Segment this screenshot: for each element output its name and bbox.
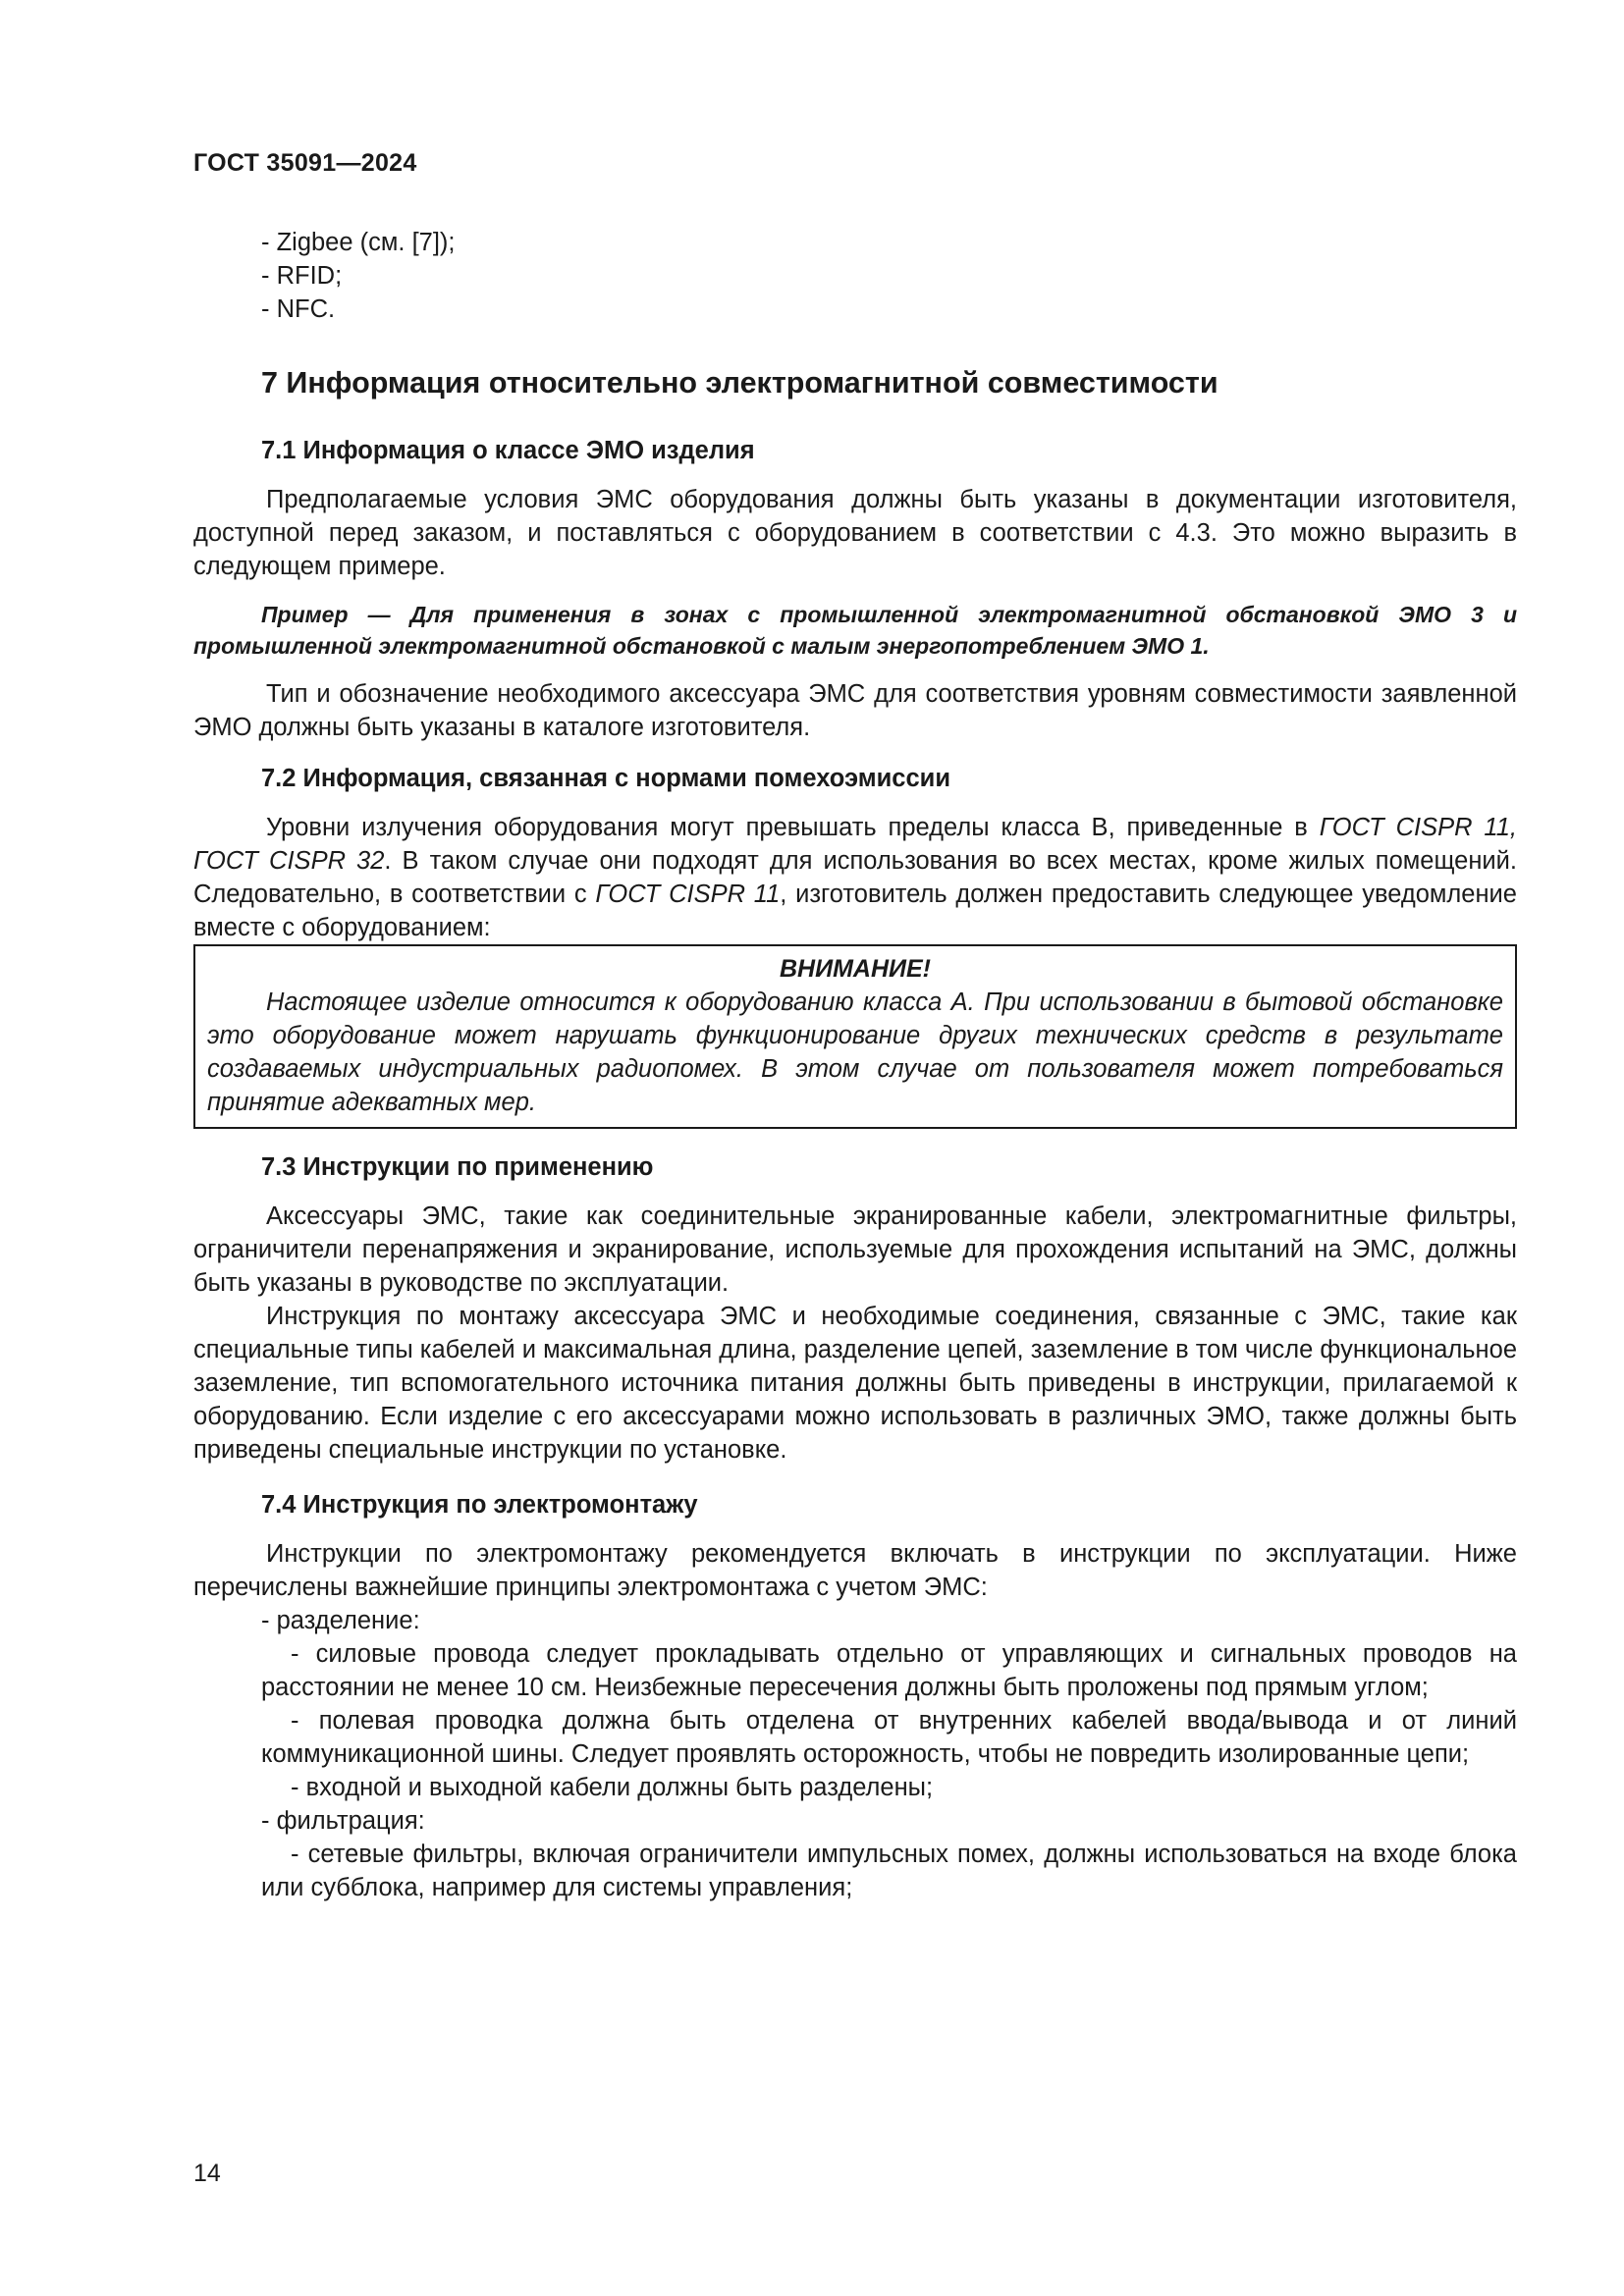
sub-list-text: - полевая проводка должна быть отделена от внутренних кабелей ввода/вывода и от линий коммуникационной шины. Следует проявлять осторожность, чтобы не повредить изолированные цепи;	[261, 1707, 1517, 1768]
notice-text: Настоящее изделие относится к оборудованию класса А. При использовании в бытовой обстановке это оборудование может нарушать функционирование других технических средств в результате создаваемых индустриальных радиопомех. В этом случае от пользователя может потребоваться принятие адекватных мер.	[207, 988, 1503, 1116]
document-header: ГОСТ 35091—2024	[193, 149, 417, 177]
paragraph: Предполагаемые условия ЭМС оборудования должны быть указаны в документации изготовителя, доступной перед заказом, и поставляться с оборудованием в соответствии с 4.3. Это можно выразить в следующем примере.	[193, 486, 1517, 580]
paragraph	[193, 811, 1517, 944]
notice-title: ВНИМАНИЕ!	[779, 955, 931, 983]
warning-notice-box	[193, 944, 1517, 1129]
sub-list-text: - входной и выходной кабели должны быть разделены;	[291, 1774, 934, 1801]
section-7-title: 7 Информация относительно электромагнитной совместимости	[261, 366, 1218, 400]
example-label: Пример —	[261, 602, 410, 627]
paragraph: Инструкция по монтажу аксессуара ЭМС и необходимые соединения, связанные с ЭМС, такие как специальные типы кабелей и максимальная длина, разделение цепей, заземление в том числе функциональное заземление, тип вспомогательного источника питания должны быть приведены в инструкции, прилагаемой к оборудованию. Если изделие с его аксессуарами можно использовать в различных ЭМО, также должны быть приведены специальные инструкции по установке.	[193, 1303, 1517, 1464]
standard-reference: ГОСТ CISPR 11	[595, 881, 781, 908]
intro-list	[193, 226, 1517, 326]
section-7-2-title: 7.2 Информация, связанная с нормами помехоэмиссии	[261, 765, 950, 792]
text-run: , изготовитель должен предоставить следующее уведомление вместе с оборудованием:	[193, 881, 1517, 941]
page-content	[193, 226, 1517, 1904]
list-item: - разделение:	[261, 1607, 420, 1634]
page-number: 14	[193, 2160, 221, 2187]
list-item: - RFID;	[261, 262, 343, 290]
sub-list-text: - силовые провода следует прокладывать отдельно от управляющих и сигнальных проводов на расстоянии не менее 10 см. Неизбежные пересечения должны быть проложены под прямым углом;	[261, 1640, 1517, 1701]
text-run: . В таком случае они подходят для использования во всех местах, кроме жилых помещений. Следовательно, в соответствии с	[193, 847, 1518, 908]
list-item: - NFC.	[261, 295, 336, 323]
section-7-3-title: 7.3 Инструкции по применению	[261, 1153, 654, 1181]
text-run: Уровни излучения оборудования могут превышать пределы класса В, приведенные в	[266, 814, 1320, 841]
list-item: - Zigbee (см. [7]);	[261, 229, 456, 256]
section-7-4-title: 7.4 Инструкция по электромонтажу	[261, 1491, 698, 1519]
paragraph: Инструкции по электромонтажу рекомендуется включать в инструкции по эксплуатации. Ниже перечислены важнейшие принципы электромонтажа с учетом ЭМС:	[193, 1540, 1517, 1601]
sub-list-text: - сетевые фильтры, включая ограничители импульсных помех, должны использоваться на входе блока или субблока, например для системы управления;	[261, 1841, 1517, 1901]
sub-list-item	[193, 1838, 1517, 1904]
paragraph: Аксессуары ЭМС, такие как соединительные экранированные кабели, электромагнитные фильтры, ограничители перенапряжения и экранирование, используемые для прохождения испытаний на ЭМС, должны быть указаны в руководстве по эксплуатации.	[193, 1202, 1517, 1297]
standard-reference: ГОСТ CISPR 11, ГОСТ CISPR 32	[193, 814, 1517, 875]
paragraph: Тип и обозначение необходимого аксессуара ЭМС для соответствия уровням совместимости заявленной ЭМО должны быть указаны в каталоге изготовителя.	[193, 680, 1517, 741]
sub-list-item	[193, 1704, 1517, 1771]
example-text: Для применения в зонах с промышленной электромагнитной обстановкой ЭМО 3 и промышленной электромагнитной обстановкой с малым энергопотреблением ЭМО 1.	[193, 602, 1517, 659]
section-7-1-title: 7.1 Информация о классе ЭМО изделия	[261, 437, 755, 464]
sub-list-item	[193, 1637, 1517, 1704]
example-paragraph	[193, 599, 1517, 662]
sub-list-item	[193, 1771, 1517, 1804]
list-item: - фильтрация:	[261, 1807, 425, 1835]
